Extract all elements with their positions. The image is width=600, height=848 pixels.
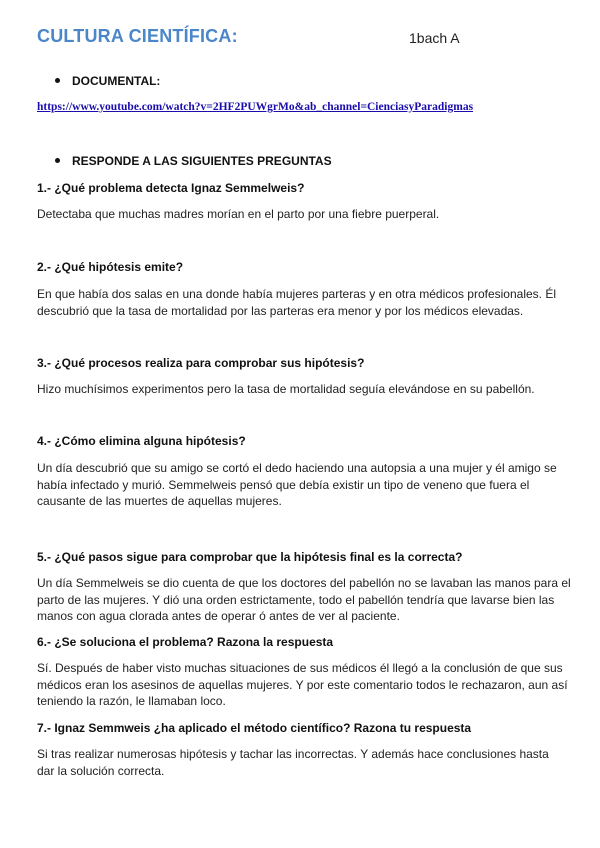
document-title: CULTURA CIENTÍFICA: — [37, 26, 238, 46]
documental-label: DOCUMENTAL: — [72, 74, 161, 88]
answer-6: Sí. Después de haber visto muchas situaciones de sus médicos él llegó a la conclusión de que sus médicos eran los asesinos de aquellas mujeres. Y por este comentario todos le rechazaron, aun así teniendo la razón, le llamaban loco. — [37, 661, 568, 708]
answer-2: En que había dos salas en una donde había mujeres parteras y en otra médicos profesionales. Él descubrió que la tasa de mortalidad por las parteras era menor y por los médicos elevadas. — [37, 287, 556, 318]
answer-1: Detectaba que muchas madres morían en el parto por una fiebre puerperal. — [37, 207, 440, 221]
question-4: 4.- ¿Cómo elimina alguna hipótesis? — [37, 434, 246, 448]
answer-5: Un día Semmelweis se dio cuenta de que los doctores del pabellón no se lavaban las manos para el parto de las mujeres. Y dió una orden estrictamente, todo el pabellón tendría que lavarse bien las manos con agua clorada antes de operar ó antes de ver al paciente. — [37, 576, 571, 623]
answer-7: Si tras realizar numerosas hipótesis y tachar las incorrectas. Y además hace conclusiones hasta dar la solución correcta. — [37, 747, 549, 778]
bullet-icon — [55, 158, 60, 163]
question-7: 7.- Ignaz Semmweis ¿ha aplicado el método científico? Razona tu respuesta — [37, 721, 472, 735]
question-6: 6.- ¿Se soluciona el problema? Razona la respuesta — [37, 635, 334, 649]
instructions-label: RESPONDE A LAS SIGUIENTES PREGUNTAS — [72, 154, 332, 168]
question-3: 3.- ¿Qué procesos realiza para comprobar sus hipótesis? — [37, 356, 365, 370]
answer-3: Hizo muchísimos experimentos pero la tasa de mortalidad seguía elevándose en su pabellón. — [37, 382, 535, 396]
answer-4: Un día descubrió que su amigo se cortó el dedo haciendo una autopsia a una mujer y él amigo se había infectado y murió. Semmelweis pensó que debía existir un tipo de veneno que fuera el causante de las muertes de aquellas mujeres. — [37, 461, 557, 508]
documental-link[interactable]: https://www.youtube.com/watch?v=2HF2PUWgrMo&ab_channel=CienciasyParadigmas — [37, 101, 474, 113]
question-2: 2.- ¿Qué hipótesis emite? — [37, 260, 184, 274]
question-1: 1.- ¿Qué problema detecta Ignaz Semmelweis? — [37, 181, 305, 195]
class-label: 1bach A — [409, 30, 460, 46]
bullet-icon — [55, 78, 60, 83]
question-5: 5.- ¿Qué pasos sigue para comprobar que la hipótesis final es la correcta? — [37, 550, 463, 564]
documental-bullet — [55, 74, 160, 88]
instructions-bullet — [55, 154, 332, 168]
